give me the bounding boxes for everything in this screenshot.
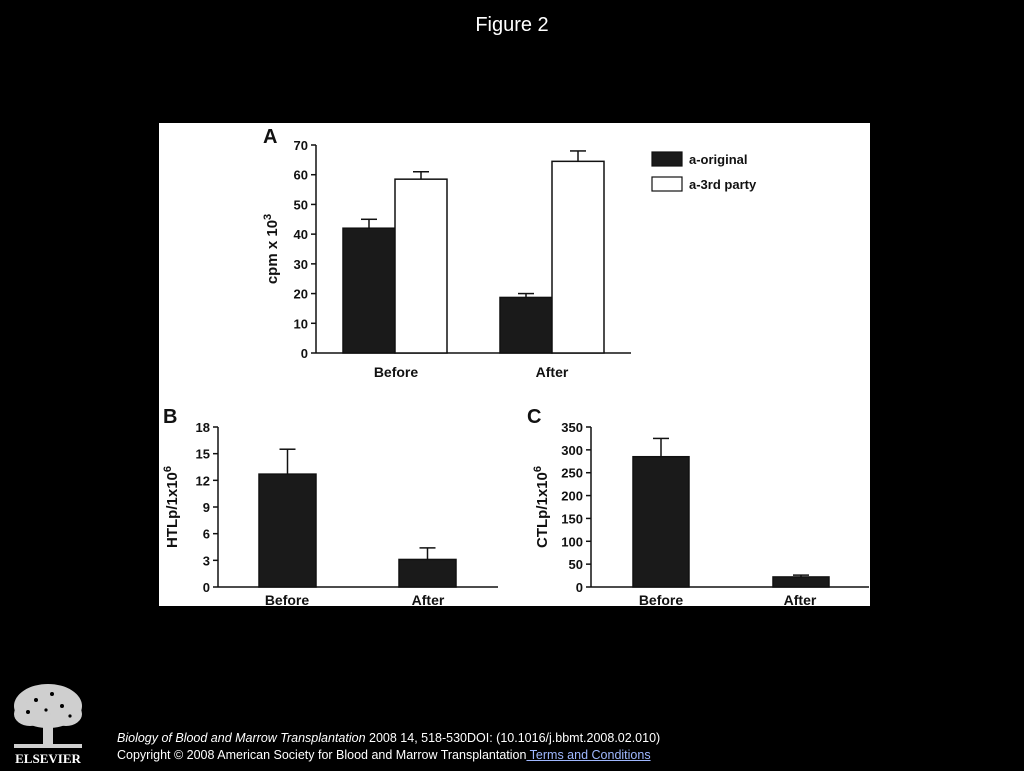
figure-charts: [159, 123, 870, 606]
y-tick-label: 9: [202, 500, 210, 515]
y-tick-label: 250: [561, 465, 583, 481]
terms-and-conditions-link[interactable]: Terms and Conditions: [526, 748, 651, 762]
bar-a-original-before: [343, 228, 395, 353]
y-tick-label: 40: [293, 227, 308, 243]
y-tick-label: 20: [293, 286, 308, 302]
chart-panel-b: [162, 406, 498, 606]
y-tick-label: 6: [202, 526, 210, 542]
x-tick-label: Before: [638, 592, 684, 606]
citation-line: [117, 730, 660, 747]
tree-logo-icon: [8, 680, 88, 766]
bar-a-3rd-party-after: [552, 161, 604, 353]
legend-label: a-original: [689, 152, 748, 167]
bar-value-after: [773, 577, 829, 587]
figure-panel: [159, 123, 870, 606]
y-tick-label: 12: [195, 473, 210, 489]
bar-value-after: [399, 559, 456, 587]
x-tick-label: After: [783, 592, 817, 606]
panel-label: A: [263, 126, 278, 148]
y-tick-label: 200: [561, 488, 583, 504]
y-axis-label: HTLp/$1x10^6$: [162, 466, 181, 548]
y-tick-label: 0: [202, 580, 210, 595]
bar-a-original-after: [500, 297, 552, 353]
figure-title: Figure 2: [475, 14, 549, 36]
journal-name: Biology of Blood and Marrow Transplantation: [117, 731, 366, 745]
citation-details: 2008 14, 518-530DOI: (10.1016/j.bbmt.2008.02.010): [365, 731, 661, 745]
copyright-text: Copyright © 2008 American Society for Blood and Marrow Transplantation: [117, 748, 527, 762]
y-tick-label: 0: [575, 580, 583, 595]
copyright-line: [117, 747, 660, 764]
y-tick-label: 300: [561, 442, 583, 458]
bar-value-before: [633, 457, 689, 587]
legend-swatch: [652, 177, 682, 191]
y-tick-label: 15: [195, 446, 210, 462]
elsevier-logo: [8, 680, 88, 766]
logo-wordmark: ELSEVIER: [15, 751, 81, 766]
x-tick-label: After: [411, 592, 445, 606]
x-tick-label: Before: [373, 364, 419, 380]
citation-block: [117, 730, 660, 764]
y-tick-label: 50: [293, 197, 308, 213]
y-axis-label: CTLp/$1x10^6$: [532, 466, 551, 548]
bar-value-before: [259, 474, 316, 587]
chart-panel-c: [527, 406, 869, 606]
legend-swatch: [652, 152, 682, 166]
y-tick-label: 70: [293, 138, 308, 153]
panel-label: B: [163, 406, 178, 428]
y-tick-label: 100: [561, 534, 583, 550]
y-axis-label: cpm x $10^3$: [262, 213, 281, 285]
y-tick-label: 60: [293, 167, 308, 183]
x-tick-label: After: [535, 364, 569, 380]
y-tick-label: 50: [568, 557, 583, 573]
panel-label: C: [527, 406, 542, 428]
y-tick-label: 150: [561, 511, 583, 527]
y-tick-label: 0: [300, 346, 308, 361]
bar-a-3rd-party-before: [395, 179, 447, 353]
chart-panel-a: [262, 126, 757, 380]
y-tick-label: 30: [293, 256, 308, 272]
x-tick-label: Before: [264, 592, 310, 606]
y-tick-label: 350: [561, 420, 583, 435]
legend-label: a-3rd party: [689, 177, 757, 192]
y-tick-label: 10: [293, 316, 308, 332]
y-tick-label: 18: [195, 420, 210, 435]
y-tick-label: 3: [202, 553, 210, 569]
